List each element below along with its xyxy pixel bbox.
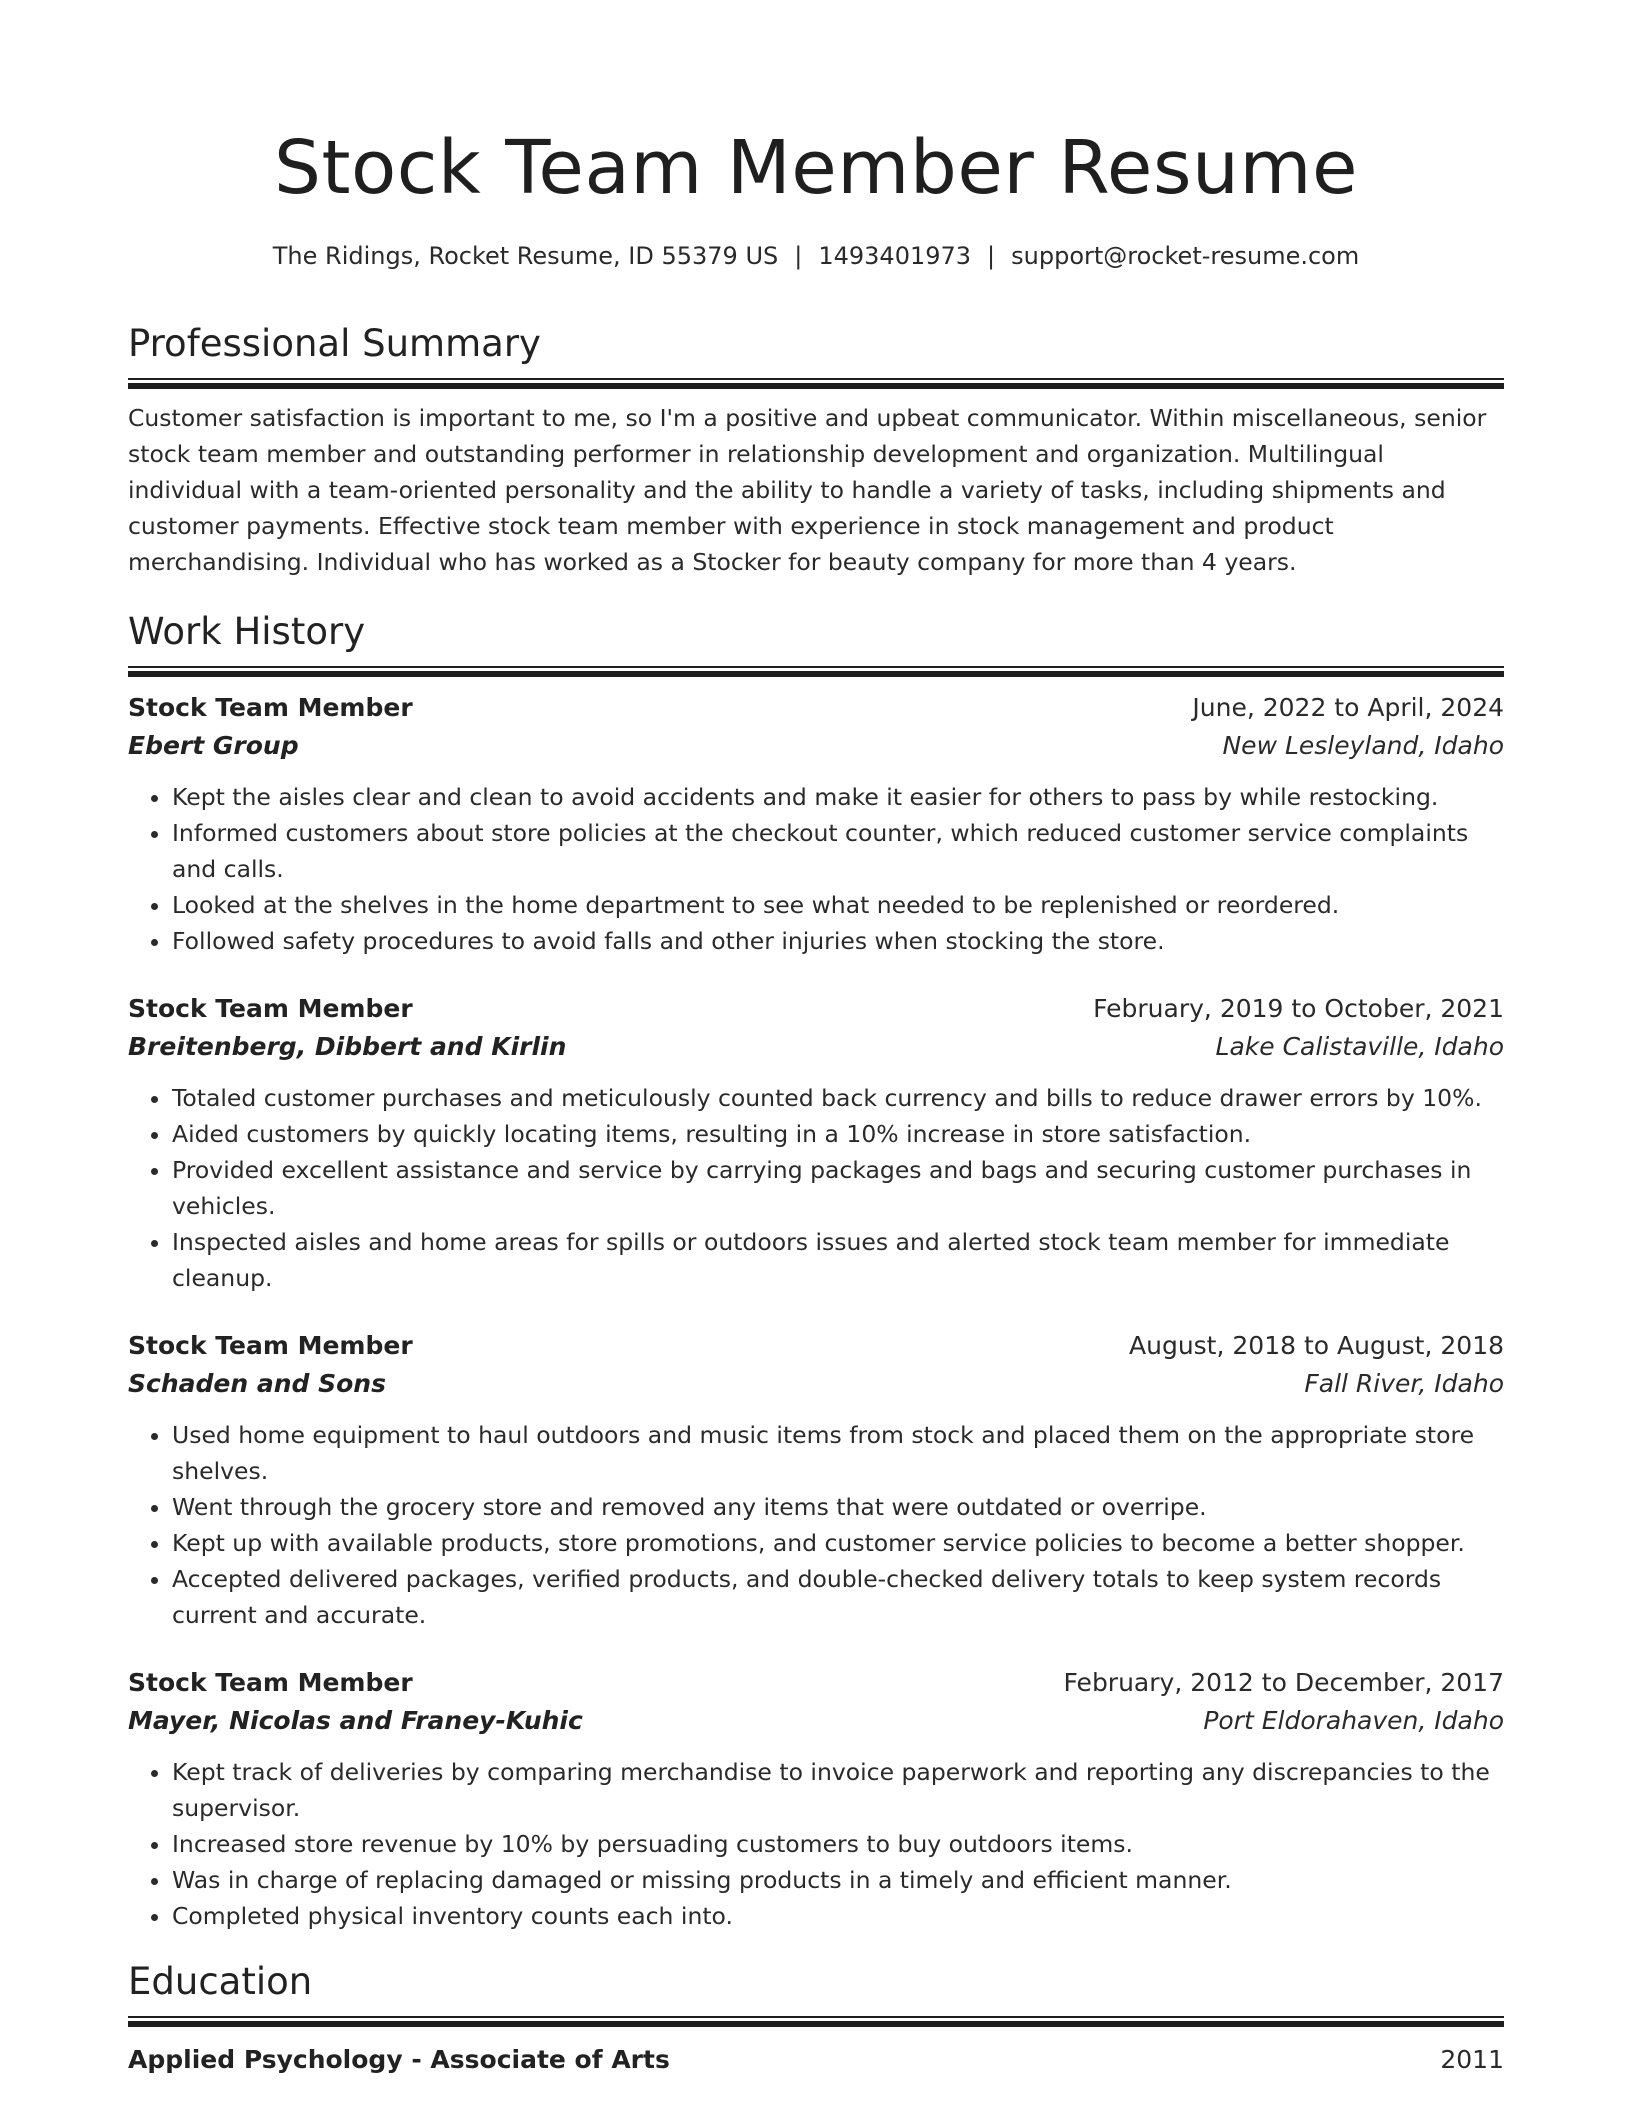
job-location: Port Eldorahaven, Idaho — [1203, 1706, 1504, 1735]
job-header — [128, 1664, 1504, 1702]
section-divider — [128, 666, 1504, 677]
section-divider — [128, 378, 1504, 389]
job-header — [128, 689, 1504, 727]
job-title: Stock Team Member — [128, 994, 413, 1023]
job-subheader — [128, 1702, 1504, 1740]
job-bullets — [128, 1417, 1504, 1633]
list-item: • Totaled customer purchases and meticulously counted back currency and bills to reduce drawer errors by 10%. — [172, 1080, 1504, 1116]
list-item: • Provided excellent assistance and service by carrying packages and bags and securing customer purchases in vehicles. — [172, 1152, 1504, 1224]
section-heading: Education — [128, 1960, 313, 2003]
list-item: • Informed customers about store policies at the checkout counter, which reduced customer service complaints and calls. — [172, 815, 1504, 887]
list-item: • Followed safety procedures to avoid falls and other injuries when stocking the store. — [172, 923, 1504, 959]
job-entry — [128, 1327, 1504, 1633]
list-item: • Completed physical inventory counts each into. — [172, 1898, 1504, 1934]
list-item: • Kept track of deliveries by comparing merchandise to invoice paperwork and reporting any discrepancies to the supervisor. — [172, 1754, 1504, 1826]
contact-address: The Ridings, Rocket Resume, ID 55379 US — [272, 242, 779, 270]
job-entry — [128, 990, 1504, 1296]
job-title: Stock Team Member — [128, 693, 413, 722]
contact-email: support@rocket-resume.com — [1011, 242, 1360, 270]
list-item: • Looked at the shelves in the home department to see what needed to be replenished or reordered. — [172, 887, 1504, 923]
job-location: Lake Calistaville, Idaho — [1215, 1032, 1504, 1061]
job-entry — [128, 689, 1504, 959]
work-history-section — [128, 606, 1504, 1934]
list-item: • Kept up with available products, store promotions, and customer service policies to become a better shopper. — [172, 1525, 1504, 1561]
contact-line — [0, 236, 1632, 276]
job-dates: August, 2018 to August, 2018 — [1129, 1331, 1504, 1360]
job-dates: February, 2012 to December, 2017 — [1063, 1668, 1504, 1697]
list-item: • Used home equipment to haul outdoors and music items from stock and placed them on the appropriate store shelves. — [172, 1417, 1504, 1489]
job-header — [128, 1327, 1504, 1365]
professional-summary-section — [128, 318, 1504, 580]
contact-phone: 1493401973 — [818, 242, 972, 270]
job-header — [128, 990, 1504, 1028]
job-company: Breitenberg, Dibbert and Kirlin — [128, 1032, 567, 1061]
education-section — [128, 1956, 1504, 2079]
contact-separator: | — [794, 242, 803, 270]
list-item: • Was in charge of replacing damaged or missing products in a timely and efficient manner. — [172, 1862, 1504, 1898]
job-dates: February, 2019 to October, 2021 — [1093, 994, 1504, 1023]
job-subheader — [128, 1365, 1504, 1403]
list-item: • Increased store revenue by 10% by persuading customers to buy outdoors items. — [172, 1826, 1504, 1862]
job-bullets — [128, 1754, 1504, 1934]
section-heading: Professional Summary — [128, 322, 541, 365]
list-item: • Aided customers by quickly locating items, resulting in a 10% increase in store satisfaction. — [172, 1116, 1504, 1152]
job-location: New Lesleyland, Idaho — [1222, 731, 1504, 760]
job-bullets — [128, 1080, 1504, 1296]
job-title: Stock Team Member — [128, 1331, 413, 1360]
education-degree: Applied Psychology - Associate of Arts — [128, 2045, 670, 2074]
job-subheader — [128, 1028, 1504, 1066]
job-subheader — [128, 727, 1504, 765]
job-entry — [128, 1664, 1504, 1934]
education-year: 2011 — [1440, 2045, 1504, 2074]
summary-text: Customer satisfaction is important to me, so I'm a positive and upbeat communicator. Within miscellaneous, senior stock team member and outstanding performer in relationship development and organization. Multilingual individual with a team-oriented personality and the ability to handle a variety of tasks, including shipments and customer payments. Effective stock team member with experience in stock management and product merchandising. Individual who has worked as a Stocker for beauty company for more than 4 years. — [128, 404, 1487, 576]
list-item: • Went through the grocery store and removed any items that were outdated or overripe. — [172, 1489, 1504, 1525]
contact-separator: | — [987, 242, 996, 270]
job-company: Mayer, Nicolas and Franey-Kuhic — [128, 1706, 583, 1735]
job-title: Stock Team Member — [128, 1668, 413, 1697]
page-title: Stock Team Member Resume — [273, 125, 1359, 211]
section-heading: Work History — [128, 610, 366, 653]
job-location: Fall River, Idaho — [1304, 1369, 1504, 1398]
list-item: • Kept the aisles clear and clean to avoid accidents and make it easier for others to pass by while restocking. — [172, 779, 1504, 815]
section-divider — [128, 2016, 1504, 2027]
job-company: Schaden and Sons — [128, 1369, 386, 1398]
list-item: • Accepted delivered packages, verified products, and double-checked delivery totals to keep system records current and accurate. — [172, 1561, 1504, 1633]
resume-body — [128, 318, 1504, 2079]
job-company: Ebert Group — [128, 731, 299, 760]
job-dates: June, 2022 to April, 2024 — [1192, 693, 1504, 722]
list-item: • Inspected aisles and home areas for spills or outdoors issues and alerted stock team member for immediate cleanup. — [172, 1224, 1504, 1296]
education-entry — [128, 2041, 1504, 2079]
job-bullets — [128, 779, 1504, 959]
